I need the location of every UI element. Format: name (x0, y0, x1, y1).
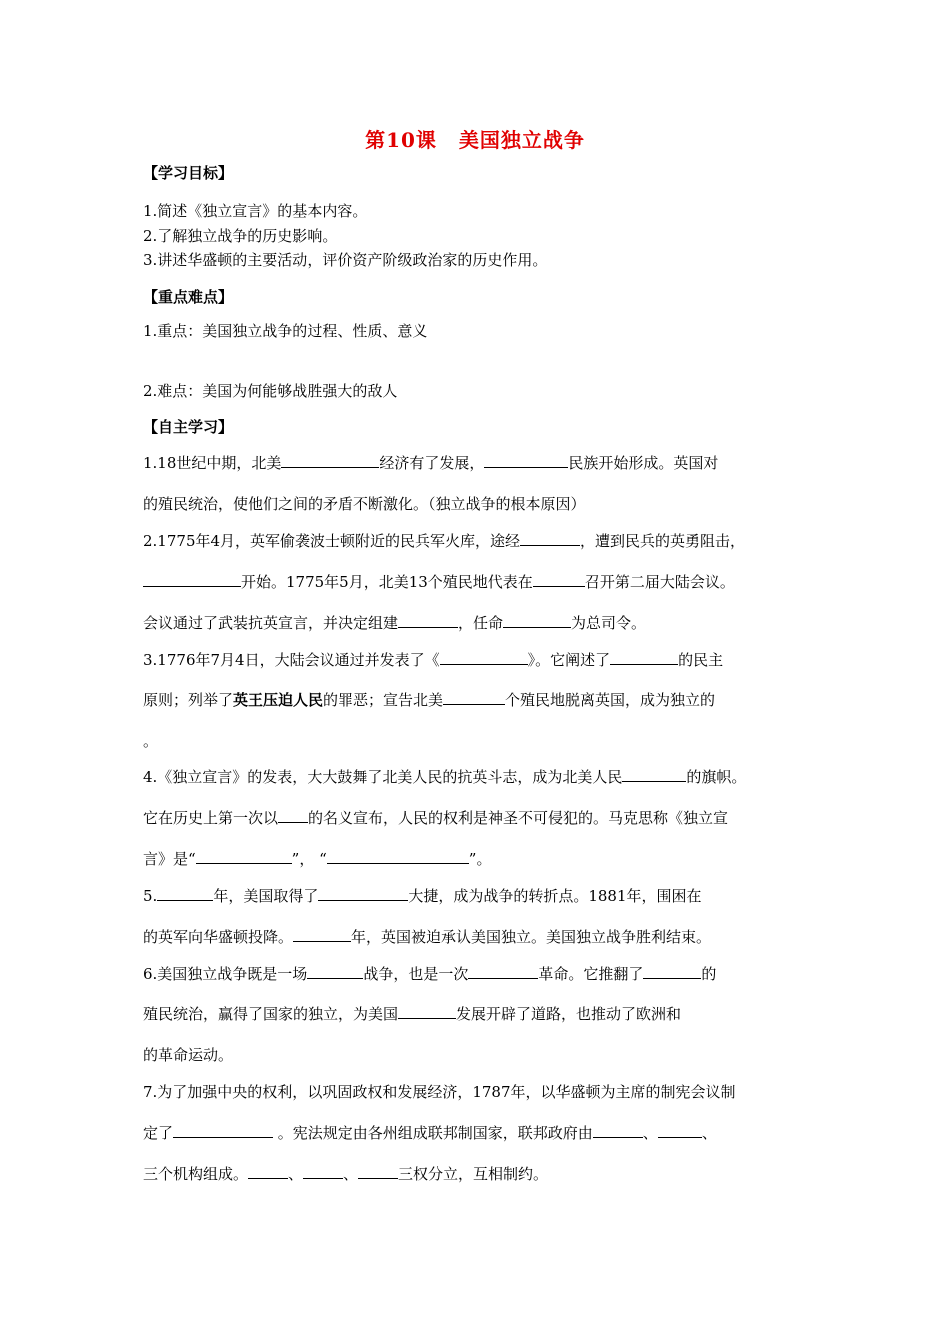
blank[interactable] (520, 531, 580, 546)
blank[interactable] (484, 453, 568, 468)
lesson-number: 第10课 (365, 128, 437, 152)
blank[interactable] (358, 1164, 398, 1179)
goal-item: 3.讲述华盛顿的主要活动，评价资产阶级政治家的历史作用。 (143, 251, 548, 269)
blank[interactable] (281, 453, 379, 468)
question-4-line-2: 它在历史上第一次以 的名义宣布，人民的权利是神圣不可侵犯的。马克思称《独立宣 (143, 809, 729, 827)
blank[interactable] (307, 964, 363, 979)
blank[interactable] (398, 1004, 456, 1019)
question-2-line-1: 2.1775年4月，英军偷袭波士顿附近的民兵军火库，途经 ，遭到民兵的英勇阻击， (143, 532, 746, 550)
goals-heading: 【学习目标】 (143, 164, 234, 182)
blank[interactable] (303, 1164, 343, 1179)
question-3-line-3: 。 (143, 732, 159, 750)
question-7-line-3: 三个机构组成。 、 、 三权分立，互相制约。 (143, 1165, 549, 1183)
question-6-line-1: 6.美国独立战争既是一场 战争，也是一次 革命。它推翻了 的 (143, 965, 717, 983)
self-study-heading: 【自主学习】 (143, 418, 234, 436)
question-1-line-1: 1.18世纪中期，北美 经济有了发展， 民族开始形成。英国对 (143, 454, 719, 472)
question-7-line-1: 7.为了加强中央的权利，以巩固政权和发展经济，1787年，以华盛顿为主席的制宪会议制 (143, 1083, 736, 1101)
blank[interactable] (143, 572, 241, 587)
blank[interactable] (468, 964, 538, 979)
question-5-line-1: 5. 年，美国取得了 大捷，成为战争的转折点。1881年，围困在 (143, 887, 702, 905)
blank[interactable] (440, 650, 528, 665)
question-3-line-1: 3.1776年7月4日，大陆会议通过并发表了《 》。它阐述了 的民主 (143, 651, 724, 669)
blank[interactable] (593, 1123, 643, 1138)
blank[interactable] (196, 849, 292, 864)
blank[interactable] (318, 886, 408, 901)
question-6-line-2: 殖民统治，赢得了国家的独立，为美国 发展开辟了道路，也推动了欧洲和 (143, 1005, 682, 1023)
question-7-line-2: 定了 。宪法规定由各州组成联邦制国家，联邦政府由 、 、 (143, 1124, 717, 1142)
blank[interactable] (622, 767, 686, 782)
blank[interactable] (157, 886, 213, 901)
blank[interactable] (173, 1123, 273, 1138)
question-2-line-3: 会议通过了武装抗英宣言，并决定组建 ，任命 为总司令。 (143, 614, 647, 632)
question-4-line-3: 言》是“ ”， “ ”。 (143, 850, 492, 868)
blank[interactable] (398, 613, 458, 628)
question-2-line-2: 开始。1775年5月，北美13个殖民地代表在 召开第二届大陆会议。 (143, 572, 735, 592)
question-6-line-3: 的革命运动。 (143, 1046, 234, 1064)
blank[interactable] (503, 613, 571, 628)
blank[interactable] (643, 964, 701, 979)
question-1-line-2: 的殖民统治，使他们之间的矛盾不断激化。（独立战争的根本原因） (143, 495, 586, 513)
blank[interactable] (293, 927, 351, 942)
blank[interactable] (533, 572, 585, 587)
keypoints-heading: 【重点难点】 (143, 288, 234, 306)
blank[interactable] (278, 808, 308, 823)
page-title (0, 124, 950, 153)
blank[interactable] (327, 849, 469, 864)
question-3-line-2: 原则；列举了英王压迫人民的罪恶；宣告北美 个殖民地脱离英国，成为独立的 (143, 691, 716, 709)
blank[interactable] (658, 1123, 702, 1138)
goal-item: 1.简述《独立宣言》的基本内容。 (143, 202, 368, 220)
blank[interactable] (610, 650, 678, 665)
lesson-name: 美国独立战争 (458, 128, 585, 152)
key-point: 1.重点：美国独立战争的过程、性质、意义 (143, 322, 428, 340)
goal-item: 2.了解独立战争的历史影响。 (143, 227, 338, 245)
question-5-line-2: 的英军向华盛顿投降。 年，英国被迫承认美国独立。美国独立战争胜利结束。 (143, 928, 712, 946)
blank[interactable] (443, 690, 505, 705)
blank[interactable] (248, 1164, 288, 1179)
question-4-line-1: 4.《独立宣言》的发表，大大鼓舞了北美人民的抗英斗志，成为北美人民 的旗帜。 (143, 768, 747, 786)
difficulty-point: 2.难点：美国为何能够战胜强大的敌人 (143, 382, 398, 400)
